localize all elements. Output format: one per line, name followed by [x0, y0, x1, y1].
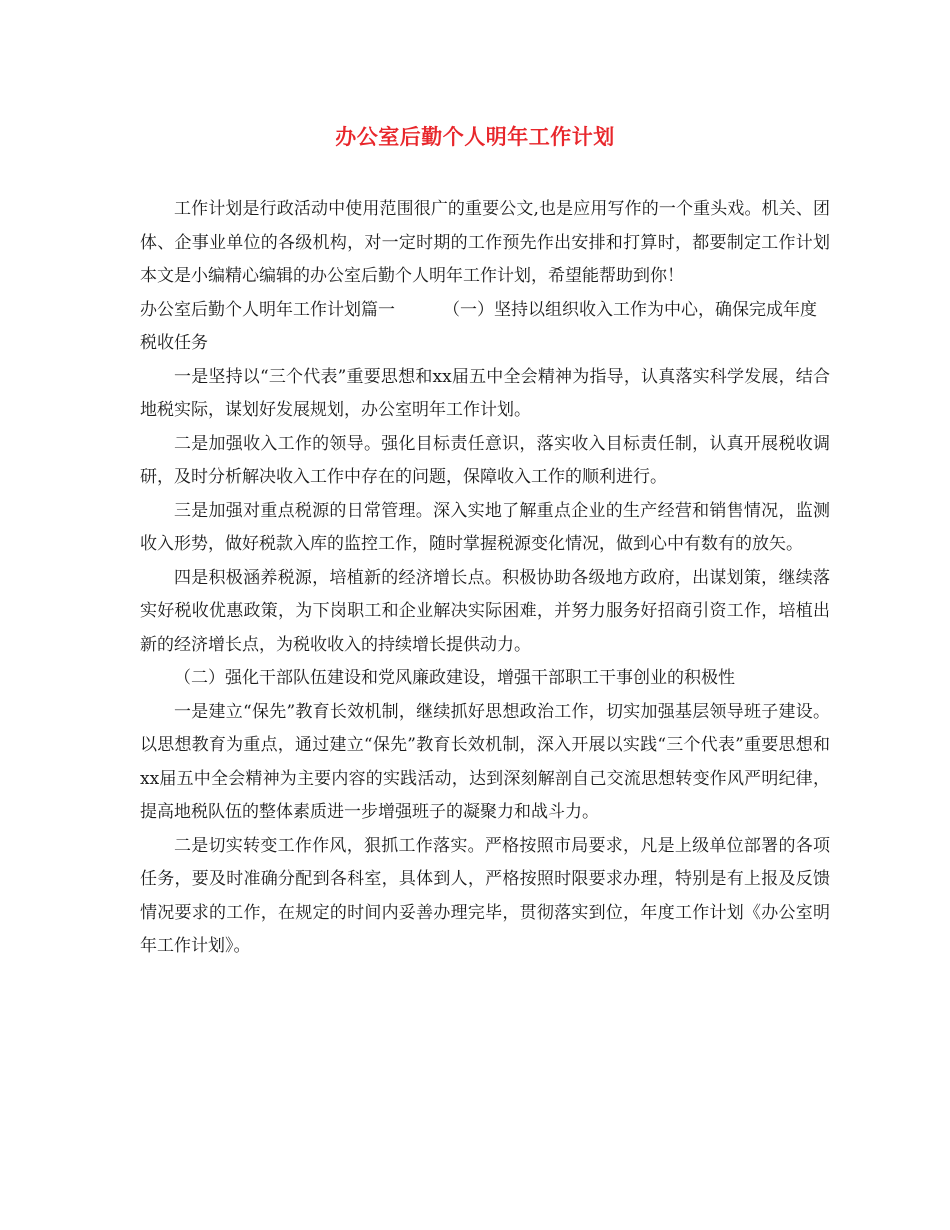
section1-paragraph-1: 一是坚持以“三个代表”重要思想和xx届五中全会精神为指导，认真落实科学发展，结合地税实际，谋划好发展规划，办公室明年工作计划。	[140, 366, 830, 420]
section1-paragraph-2: 二是加强收入工作的领导。强化目标责任意识，落实收入目标责任制，认真开展税收调研，及时分析解决收入工作中存在的问题，保障收入工作的顺利进行。	[140, 433, 830, 487]
document-body	[140, 193, 830, 964]
section2-paragraph-1: 一是建立“保先”教育长效机制，继续抓好思想政治工作，切实加强基层领导班子建设。以思想教育为重点，通过建立“保先”教育长效机制，深入开展以实践“三个代表”重要思想和xx届五中全会精神为主要内容的实践活动，达到深刻解剖自己交流思想转变作风严明纪律，提高地税队伍的整体素质进一步增强班子的凝聚力和战斗力。	[140, 701, 830, 822]
section1-paragraph-4: 四是积极涵养税源，培植新的经济增长点。积极协助各级地方政府，出谋划策，继续落实好税收优惠政策，为下岗职工和企业解决实际困难，并努力服务好招商引资工作，培植出新的经济增长点，为税收收入的持续增长提供动力。	[140, 567, 830, 655]
article-label: 办公室后勤个人明年工作计划篇一	[140, 299, 395, 320]
document-title: 办公室后勤个人明年工作计划	[335, 124, 615, 149]
section2-heading: （二）强化干部队伍建设和党风廉政建设，增强干部职工干事创业的积极性	[174, 668, 735, 688]
article-heading-line	[140, 294, 830, 361]
section2-paragraph-2: 二是切实转变工作作风，狠抓工作落实。严格按照市局要求，凡是上级单位部署的各项任务，要及时准确分配到各科室，具体到人，严格按照时限要求办理，特别是有上报及反馈情况要求的工作，在规定的时间内妥善办理完毕，贯彻落实到位，年度工作计划《办公室明年工作计划》。	[140, 835, 830, 956]
section1-paragraph-3: 三是加强对重点税源的日常管理。深入实地了解重点企业的生产经营和销售情况，监测收入形势，做好税款入库的监控工作，随时掌握税源变化情况，做到心中有数有的放矢。	[140, 500, 830, 554]
section1-heading: （一）坚持以组织收入工作为中心，确保完成年度税收任务	[140, 299, 817, 353]
intro-paragraph: 工作计划是行政活动中使用范围很广的重要公文,也是应用写作的一个重头戏。机关、团体、企事业单位的各级机构，对一定时期的工作预先作出安排和打算时，都要制定工作计划本文是小编精心编辑的办公室后勤个人明年工作计划，希望能帮助到你！	[140, 199, 830, 286]
